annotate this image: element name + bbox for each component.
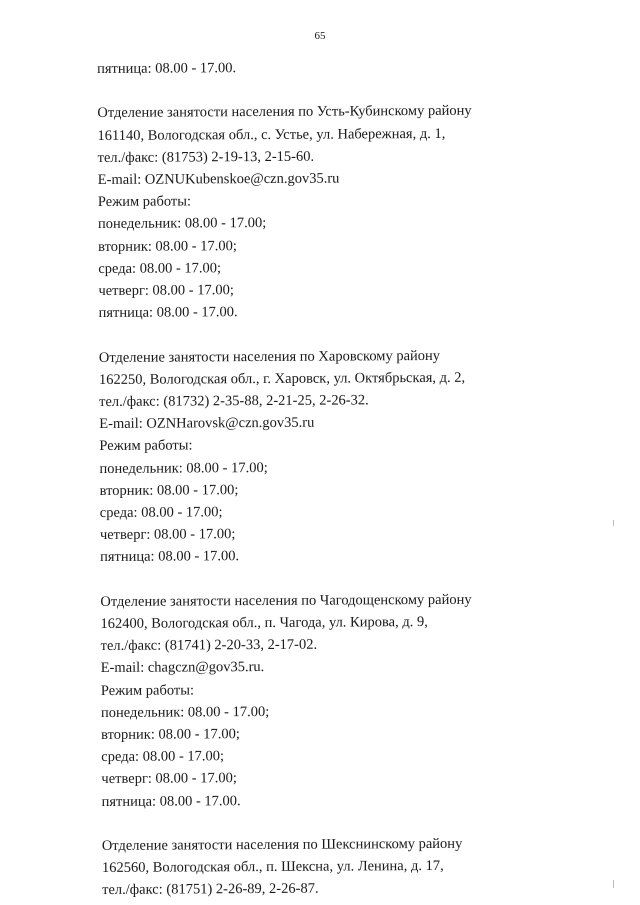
office-address: 162560, Вологодская обл., п. Шексна, ул. Ленина, д. 17, [101, 858, 444, 877]
spacer [99, 321, 599, 346]
offices-list [97, 99, 602, 901]
office-title: Отделение занятости населения по Чагодощенскому району [100, 591, 472, 610]
office-block [99, 344, 600, 569]
office-block [100, 588, 601, 813]
schedule-label: Режим работы: [97, 193, 192, 211]
page-number: 65 [314, 30, 326, 42]
office-phone: тел./факс: (81753) 2-19-13, 2-15-60. [97, 148, 315, 166]
schedule-day: пятница: 08.00 - 17.00. [98, 304, 238, 322]
schedule-day: четверг: 08.00 - 17.00; [99, 526, 236, 544]
office-title: Отделение занятости населения по Шекснинскому району [101, 835, 463, 855]
schedule-day: пятница: 08.00 - 17.00. [100, 548, 240, 566]
schedule-day: вторник: 08.00 - 17.00; [101, 726, 240, 744]
office-address: 161140, Вологодская обл., с. Устье, ул. Набережная, д. 1, [97, 125, 446, 144]
schedule-day: понедельник: 08.00 - 17.00; [99, 459, 268, 477]
office-phone: тел./факс: (81751) 2-26-89, 2-26-87. [102, 881, 319, 899]
office-block [102, 832, 602, 902]
schedule-day: четверг: 08.00 - 17.00; [98, 282, 234, 300]
scan-edge-mark [613, 880, 614, 888]
scan-edge-mark [613, 520, 614, 526]
schedule-day: среда: 08.00 - 17.00; [98, 260, 222, 277]
schedule-day: среда: 08.00 - 17.00; [101, 748, 225, 766]
top-line: пятница: 08.00 - 17.00. [97, 60, 237, 77]
spacer [102, 810, 602, 835]
schedule-label: Режим работы: [100, 682, 195, 699]
office-phone: тел./факс: (81741) 2-20-33, 2-17-02. [100, 636, 318, 655]
document-body [97, 55, 602, 902]
office-title: Отделение занятости населения по Усть-Кубинскому району [97, 103, 472, 122]
office-email: E-mail: OZNUKubenskoe@czn.gov35.ru [97, 170, 340, 188]
schedule-day: вторник: 08.00 - 17.00; [99, 481, 239, 499]
schedule-label: Режим работы: [99, 437, 193, 455]
schedule-day: среда: 08.00 - 17.00; [99, 504, 223, 522]
schedule-day: понедельник: 08.00 - 17.00; [97, 215, 267, 233]
office-address: 162400, Вологодская обл., п. Чагода, ул. Кирова, д. 9, [100, 614, 428, 633]
schedule-day: понедельник: 08.00 - 17.00; [100, 703, 270, 721]
office-block [97, 99, 598, 324]
spacer [100, 566, 600, 591]
schedule-day: четверг: 08.00 - 17.00; [101, 770, 237, 788]
spacer [97, 77, 597, 102]
schedule-day: вторник: 08.00 - 17.00; [98, 237, 237, 255]
office-phone: тел./факс: (81732) 2-35-88, 2-21-25, 2-26-32. [99, 392, 369, 411]
schedule-day: пятница: 08.00 - 17.00. [101, 792, 241, 810]
office-address: 162250, Вологодская обл., г. Харовск, ул. Октябрьская, д. 2, [98, 369, 466, 388]
office-title: Отделение занятости населения по Харовскому району [98, 347, 441, 366]
office-email: E-mail: chagczn@gov35.ru. [100, 659, 265, 677]
office-email: E-mail: OZNHarovsk@czn.gov35.ru [99, 414, 315, 433]
